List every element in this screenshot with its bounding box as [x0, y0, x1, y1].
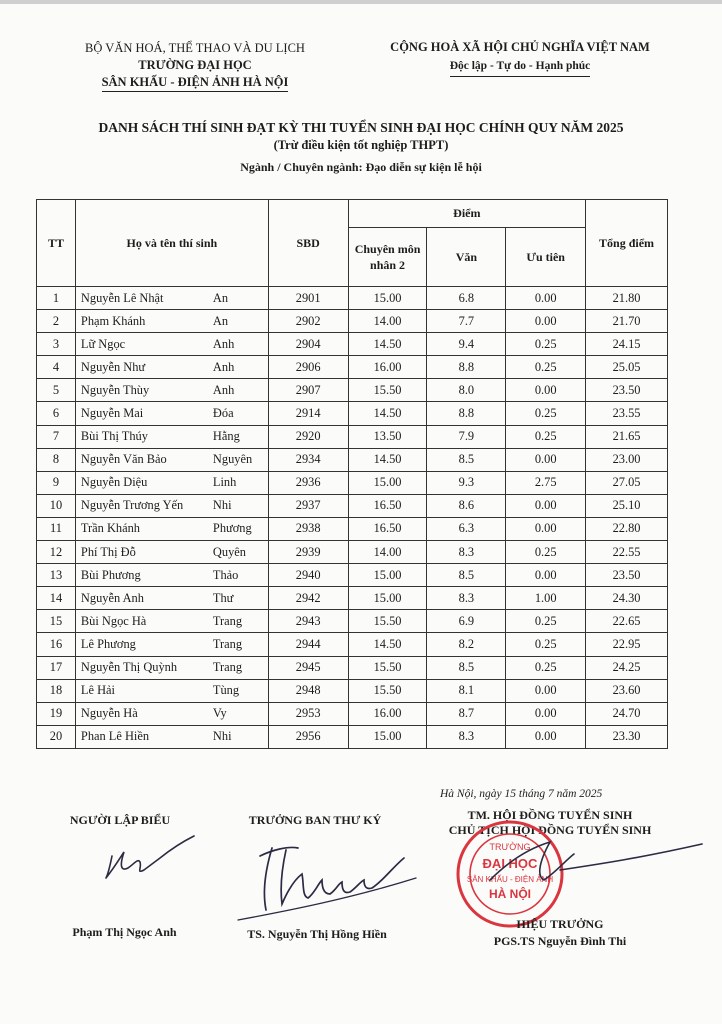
- cell-chuyen-mon: 15.50: [348, 656, 427, 679]
- cell-chuyen-mon: 15.00: [348, 471, 427, 494]
- cell-sbd: 2906: [268, 356, 348, 379]
- cell-van: 7.9: [427, 425, 506, 448]
- cell-chuyen-mon: 15.00: [348, 564, 427, 587]
- cell-name: [75, 517, 268, 540]
- cell-uu-tien: 0.00: [506, 379, 586, 402]
- cell-uu-tien: 0.00: [506, 517, 586, 540]
- cell-chuyen-mon: 14.00: [348, 310, 427, 333]
- cell-name: [75, 656, 268, 679]
- table-row: [37, 356, 668, 379]
- table-row: [37, 725, 668, 748]
- cell-chuyen-mon: 15.00: [348, 587, 427, 610]
- cell-total: 23.50: [586, 379, 668, 402]
- cell-sbd: 2934: [268, 448, 348, 471]
- candidate-given-name: Trang: [212, 660, 243, 675]
- col-van-header: Văn: [427, 228, 506, 287]
- cell-tt: 17: [37, 656, 76, 679]
- table-body: [37, 287, 668, 749]
- place-date: Hà Nội, ngày 15 tháng 7 năm 2025: [440, 788, 603, 800]
- table-row: [37, 425, 668, 448]
- candidate-surname: Nguyễn Thị Quỳnh: [80, 660, 178, 675]
- candidate-given-name: An: [212, 290, 229, 305]
- role-secretary: TRƯỞNG BAN THƯ KÝ: [248, 813, 382, 827]
- cell-total: 25.05: [586, 356, 668, 379]
- table-row: [37, 656, 668, 679]
- candidate-given-name: Anh: [212, 359, 235, 374]
- cell-total: 24.30: [586, 587, 668, 610]
- cell-tt: 14: [37, 587, 76, 610]
- cell-tt: 16: [37, 633, 76, 656]
- school-name-line1: TRƯỜNG ĐẠI HỌC: [138, 58, 252, 72]
- cell-total: 23.60: [586, 679, 668, 702]
- cell-tt: 19: [37, 702, 76, 725]
- cell-uu-tien: 0.00: [506, 448, 586, 471]
- cell-uu-tien: 0.25: [506, 333, 586, 356]
- candidate-given-name: Anh: [212, 336, 235, 351]
- candidate-given-name: Anh: [212, 382, 235, 397]
- col-sbd-header: SBD: [268, 200, 348, 287]
- candidate-surname: Nguyễn Như: [80, 359, 146, 374]
- candidate-surname: Lữ Ngọc: [80, 336, 126, 351]
- cell-uu-tien: 0.25: [506, 633, 586, 656]
- candidate-surname: Nguyễn Hà: [80, 706, 138, 721]
- cell-name: [75, 633, 268, 656]
- cell-sbd: 2943: [268, 610, 348, 633]
- cell-total: 22.55: [586, 541, 668, 564]
- seal-text-sub: SÂN KHẤU - ĐIỆN ẢNH: [466, 875, 554, 884]
- cell-total: 22.65: [586, 610, 668, 633]
- cell-tt: 5: [37, 379, 76, 402]
- cell-sbd: 2901: [268, 287, 348, 310]
- cell-uu-tien: 0.00: [506, 702, 586, 725]
- candidate-surname: Lê Hải: [80, 683, 115, 698]
- chairman-block: [470, 916, 650, 950]
- cell-van: 7.7: [427, 310, 506, 333]
- candidate-given-name: Quyên: [212, 544, 246, 559]
- table-row: [37, 610, 668, 633]
- cell-tt: 15: [37, 610, 76, 633]
- cell-chuyen-mon: 16.50: [348, 494, 427, 517]
- cell-chuyen-mon: 16.00: [348, 356, 427, 379]
- seal-text-bottom: HÀ NỘI: [489, 887, 531, 901]
- candidate-surname: Phí Thị Đỗ: [80, 544, 136, 559]
- cell-tt: 8: [37, 448, 76, 471]
- cell-name: [75, 471, 268, 494]
- cell-van: 8.8: [427, 356, 506, 379]
- cell-total: 24.25: [586, 656, 668, 679]
- candidate-surname: Bùi Thị Thúy: [80, 429, 148, 444]
- ministry-name: BỘ VĂN HOÁ, THỂ THAO VÀ DU LỊCH: [85, 41, 305, 55]
- cell-sbd: 2936: [268, 471, 348, 494]
- cell-sbd: 2939: [268, 541, 348, 564]
- document-subtitle: (Trừ điều kiện tốt nghiệp THPT): [273, 138, 449, 152]
- cell-uu-tien: 0.25: [506, 656, 586, 679]
- cell-uu-tien: 0.25: [506, 402, 586, 425]
- table-row: [37, 494, 668, 517]
- cell-tt: 6: [37, 402, 76, 425]
- candidate-surname: Nguyễn Trương Yến: [80, 498, 184, 513]
- candidate-surname: Nguyễn Thùy: [80, 382, 150, 397]
- cell-sbd: 2948: [268, 679, 348, 702]
- table-row: [37, 333, 668, 356]
- cell-name: [75, 725, 268, 748]
- candidate-surname: Phạm Khánh: [80, 313, 146, 328]
- results-table: [36, 199, 668, 749]
- cell-chuyen-mon: 14.50: [348, 633, 427, 656]
- cell-sbd: 2953: [268, 702, 348, 725]
- cell-tt: 3: [37, 333, 76, 356]
- candidate-surname: Nguyễn Mai: [80, 406, 144, 421]
- cell-name: [75, 564, 268, 587]
- cell-tt: 12: [37, 541, 76, 564]
- candidate-given-name: Thảo: [212, 567, 239, 582]
- col-name-header: Họ và tên thí sinh: [75, 200, 268, 287]
- candidate-given-name: An: [212, 313, 229, 328]
- table-row: [37, 679, 668, 702]
- cell-van: 8.5: [427, 564, 506, 587]
- cell-sbd: 2945: [268, 656, 348, 679]
- cell-name: [75, 402, 268, 425]
- cell-name: [75, 379, 268, 402]
- cell-chuyen-mon: 15.50: [348, 610, 427, 633]
- preparer-name: Phạm Thị Ngọc Anh: [72, 925, 177, 939]
- cell-uu-tien: 0.00: [506, 725, 586, 748]
- cell-chuyen-mon: 14.50: [348, 333, 427, 356]
- school-name-line2: SÂN KHẤU - ĐIỆN ẢNH HÀ NỘI: [102, 74, 289, 92]
- cell-name: [75, 287, 268, 310]
- country-name: CỘNG HOÀ XÃ HỘI CHỦ NGHĨA VIỆT NAM: [390, 40, 650, 54]
- candidate-surname: Nguyễn Diệu: [80, 475, 148, 490]
- cell-van: 8.8: [427, 402, 506, 425]
- cell-sbd: 2937: [268, 494, 348, 517]
- candidate-given-name: Nhi: [212, 729, 232, 744]
- cell-name: [75, 679, 268, 702]
- cell-van: 8.1: [427, 679, 506, 702]
- cell-van: 9.4: [427, 333, 506, 356]
- table-row: [37, 471, 668, 494]
- candidate-surname: Nguyễn Anh: [80, 590, 144, 605]
- cell-total: 21.70: [586, 310, 668, 333]
- candidate-surname: Bùi Phương: [80, 567, 141, 582]
- cell-chuyen-mon: 14.50: [348, 402, 427, 425]
- document-title: DANH SÁCH THÍ SINH ĐẠT KỲ THI TUYỂN SINH ĐẠI HỌC CHÍNH QUY NĂM 2025: [98, 120, 624, 135]
- cell-uu-tien: 0.25: [506, 425, 586, 448]
- col-tt-header: TT: [37, 200, 76, 287]
- col-diem-header: Điểm: [348, 200, 586, 228]
- cell-uu-tien: 0.25: [506, 541, 586, 564]
- cell-tt: 2: [37, 310, 76, 333]
- seal-text-top: TRƯỜNG: [489, 842, 531, 852]
- cell-total: 22.80: [586, 517, 668, 540]
- table-row: [37, 587, 668, 610]
- candidate-surname: Nguyễn Lê Nhật: [80, 290, 164, 305]
- cell-chuyen-mon: 15.50: [348, 679, 427, 702]
- chairman-title: HIỆU TRƯỞNG: [516, 917, 604, 931]
- cell-chuyen-mon: 16.50: [348, 517, 427, 540]
- cell-van: 6.9: [427, 610, 506, 633]
- cell-sbd: 2907: [268, 379, 348, 402]
- cell-uu-tien: 0.25: [506, 356, 586, 379]
- cell-name: [75, 333, 268, 356]
- col-total-header: Tổng điểm: [586, 200, 668, 287]
- table-row: [37, 402, 668, 425]
- candidate-given-name: Đóa: [212, 406, 234, 421]
- cell-chuyen-mon: 16.00: [348, 702, 427, 725]
- cell-chuyen-mon: 13.50: [348, 425, 427, 448]
- cell-uu-tien: 2.75: [506, 471, 586, 494]
- table-row: [37, 448, 668, 471]
- candidate-given-name: Tùng: [212, 683, 240, 698]
- cell-tt: 4: [37, 356, 76, 379]
- cell-total: 22.95: [586, 633, 668, 656]
- candidate-given-name: Nguyên: [212, 452, 253, 467]
- candidate-given-name: Nhi: [212, 498, 232, 513]
- cell-uu-tien: 0.00: [506, 494, 586, 517]
- cell-van: 8.3: [427, 541, 506, 564]
- cell-van: 8.7: [427, 702, 506, 725]
- cell-chuyen-mon: 15.00: [348, 725, 427, 748]
- cell-sbd: 2940: [268, 564, 348, 587]
- candidate-given-name: Hằng: [212, 429, 240, 444]
- cell-sbd: 2938: [268, 517, 348, 540]
- table-row: [37, 310, 668, 333]
- cell-van: 8.3: [427, 725, 506, 748]
- cell-name: [75, 448, 268, 471]
- role-chairman-line1: TM. HỘI ĐỒNG TUYỂN SINH: [467, 808, 633, 822]
- cell-sbd: 2914: [268, 402, 348, 425]
- cell-tt: 10: [37, 494, 76, 517]
- candidate-surname: Nguyễn Văn Bảo: [80, 452, 167, 467]
- cell-total: 27.05: [586, 471, 668, 494]
- cell-uu-tien: 0.00: [506, 679, 586, 702]
- table-row: [37, 633, 668, 656]
- table-row: [37, 541, 668, 564]
- cell-tt: 13: [37, 564, 76, 587]
- chairman-signature: [470, 820, 710, 910]
- cell-chuyen-mon: 14.00: [348, 541, 427, 564]
- cell-tt: 1: [37, 287, 76, 310]
- cell-uu-tien: 0.25: [506, 610, 586, 633]
- candidate-given-name: Phương: [212, 521, 252, 536]
- cell-uu-tien: 0.00: [506, 564, 586, 587]
- table-row: [37, 702, 668, 725]
- cell-name: [75, 356, 268, 379]
- candidate-given-name: Vy: [212, 706, 227, 721]
- col-uu-tien-header: Ưu tiên: [506, 228, 586, 287]
- table-row: [37, 287, 668, 310]
- cell-sbd: 2942: [268, 587, 348, 610]
- cell-uu-tien: 0.00: [506, 287, 586, 310]
- cell-tt: 20: [37, 725, 76, 748]
- cell-total: 21.80: [586, 287, 668, 310]
- cell-total: 21.65: [586, 425, 668, 448]
- major-label: Ngành / Chuyên ngành: Đạo diễn sự kiện lễ hội: [240, 160, 482, 174]
- cell-tt: 7: [37, 425, 76, 448]
- header-right: [370, 38, 670, 77]
- cell-van: 8.3: [427, 587, 506, 610]
- cell-uu-tien: 0.00: [506, 310, 586, 333]
- scan-top-edge: [0, 0, 722, 4]
- role-preparer: NGƯỜI LẬP BIỂU: [69, 813, 171, 827]
- chairman-name: PGS.TS Nguyễn Đình Thi: [493, 934, 627, 948]
- cell-name: [75, 587, 268, 610]
- cell-sbd: 2902: [268, 310, 348, 333]
- candidate-surname: Bùi Ngọc Hà: [80, 613, 147, 628]
- cell-van: 8.6: [427, 494, 506, 517]
- table-row: [37, 564, 668, 587]
- candidate-given-name: Thư: [212, 590, 234, 605]
- cell-van: 9.3: [427, 471, 506, 494]
- cell-total: 23.55: [586, 402, 668, 425]
- cell-sbd: 2920: [268, 425, 348, 448]
- cell-chuyen-mon: 15.50: [348, 379, 427, 402]
- cell-van: 8.5: [427, 448, 506, 471]
- cell-van: 6.8: [427, 287, 506, 310]
- cell-total: 25.10: [586, 494, 668, 517]
- national-motto: Độc lập - Tự do - Hạnh phúc: [450, 57, 591, 77]
- cell-chuyen-mon: 14.50: [348, 448, 427, 471]
- secretary-name: TS. Nguyễn Thị Hồng Hiền: [247, 927, 387, 941]
- cell-total: 24.15: [586, 333, 668, 356]
- candidate-given-name: Linh: [212, 475, 237, 490]
- cell-sbd: 2904: [268, 333, 348, 356]
- candidate-given-name: Trang: [212, 613, 243, 628]
- cell-name: [75, 425, 268, 448]
- cell-name: [75, 494, 268, 517]
- candidate-surname: Lê Phương: [80, 636, 136, 651]
- cell-van: 8.0: [427, 379, 506, 402]
- cell-name: [75, 702, 268, 725]
- cell-uu-tien: 1.00: [506, 587, 586, 610]
- cell-name: [75, 541, 268, 564]
- cell-van: 8.5: [427, 656, 506, 679]
- cell-name: [75, 310, 268, 333]
- seal-text-mid: ĐẠI HỌC: [482, 856, 538, 871]
- cell-sbd: 2956: [268, 725, 348, 748]
- cell-tt: 11: [37, 517, 76, 540]
- table-row: [37, 517, 668, 540]
- secretary-signature: [232, 828, 422, 928]
- role-chairman-line2: CHỦ TỊCH HỘI ĐỒNG TUYỂN SINH: [448, 823, 652, 837]
- candidate-surname: Trần Khánh: [80, 521, 141, 536]
- cell-total: 24.70: [586, 702, 668, 725]
- cell-name: [75, 610, 268, 633]
- col-chuyen-mon-header: Chuyên môn nhân 2: [348, 228, 427, 287]
- cell-total: 23.30: [586, 725, 668, 748]
- cell-tt: 18: [37, 679, 76, 702]
- cell-sbd: 2944: [268, 633, 348, 656]
- cell-chuyen-mon: 15.00: [348, 287, 427, 310]
- candidate-surname: Phan Lê Hiền: [80, 729, 150, 744]
- table-row: [37, 379, 668, 402]
- header-left: [60, 40, 330, 92]
- candidate-given-name: Trang: [212, 636, 243, 651]
- cell-total: 23.00: [586, 448, 668, 471]
- cell-van: 8.2: [427, 633, 506, 656]
- cell-van: 6.3: [427, 517, 506, 540]
- cell-tt: 9: [37, 471, 76, 494]
- preparer-signature: [90, 828, 200, 888]
- cell-total: 23.50: [586, 564, 668, 587]
